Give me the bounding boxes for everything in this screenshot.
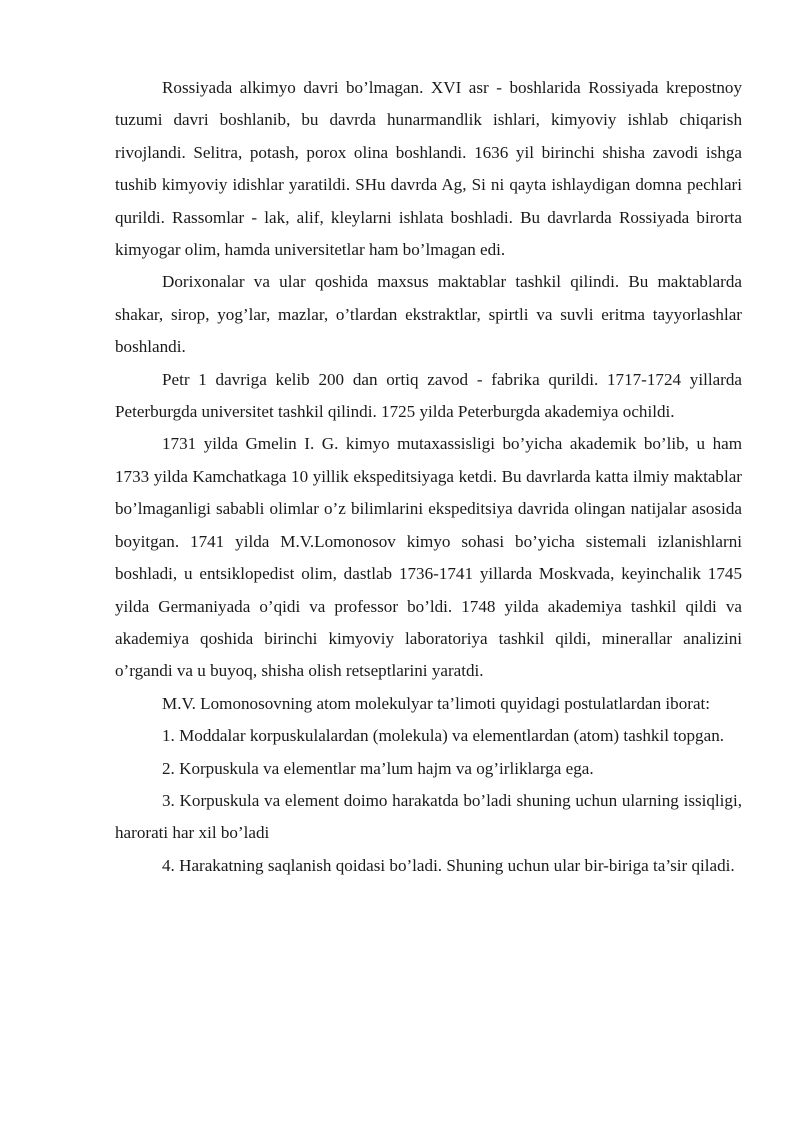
document-page <box>115 72 742 882</box>
postulate-3: 3. Korpuskula va element doimo harakatda bo’ladi shuning uchun ularning issiqligi, harorati har xil bo’ladi <box>115 790 742 843</box>
postulate-2: 2. Korpuskula va elementlar ma’lum hajm va og’irliklarga ega. <box>162 758 594 778</box>
paragraph-gmelin-lomonosov: 1731 yilda Gmelin I. G. kimyo mutaxassisligi bo’yicha akademik bo’lib, u ham 1733 yilda Kamchatkaga 10 yillik ekspeditsiyaga ketdi. Bu davrlarda katta ilmiy maktablar bo’lmaganligi sababli olimlar o’z bilimlarini ekspeditsiya davrida olingan natijalar asosida boyitgan. 1741 yilda M.V.Lomonosov kimyo sohasi bo’yicha sistemali izlanishlarni boshladi, u entsiklopedist olim, dastlab 1736-1741 yillarda Moskvada, keyinchalik 1745 yilda Germaniyada o’qidi va professor bo’ldi. 1748 yilda akademiya tashkil qildi va akademiya qoshida birinchi kimyoviy laboratoriya tashkil qildi, minerallar analizini o’rgandi va u buyoq, shisha olish retseptlarini yaratdi. <box>115 434 742 681</box>
paragraph-alchemy-russia: Rossiyada alkimyo davri bo’lmagan. XVI asr - boshlarida Rossiyada krepostnoy tuzumi davri boshlanib, bu davrda hunarmandlik ishlari, kimyoviy ishlab chiqarish rivojlandi. Selitra, potash, porox olina boshlandi. 1636 yil birinchi shisha zavodi ishga tushib kimyoviy idishlar yaratildi. SHu davrda Ag, Si ni qayta ishlaydigan domna pechlari qurildi. Rassomlar - lak, alif, kleylarni ishlata boshladi. Bu davrlarda Rossiyada birorta kimyogar olim, hamda universitetlar ham bo’lmagan edi. <box>115 78 742 260</box>
paragraph-postulates-intro: M.V. Lomonosovning atom molekulyar ta’limoti quyidagi postulatlardan iborat: <box>162 693 711 713</box>
paragraph-pharmacies: Dorixonalar va ular qoshida maxsus maktablar tashkil qilindi. Bu maktablarda shakar, sirop, yog’lar, mazlar, o’tlardan ekstraktlar, spirtli va suvli eritma tayyorlashlar boshlandi. <box>115 272 742 357</box>
postulate-1: 1. Moddalar korpuskulalardan (molekula) va elementlardan (atom) tashkil topgan. <box>162 726 725 746</box>
postulate-4: 4. Harakatning saqlanish qoidasi bo’ladi. Shuning uchun ular bir-biriga ta’sir qiladi. <box>162 855 735 875</box>
paragraph-peter-first: Petr 1 davriga kelib 200 dan ortiq zavod - fabrika qurildi. 1717-1724 yillarda Peterburgda universitet tashkil qilindi. 1725 yilda Peterburgda akademiya ochildi. <box>115 369 742 422</box>
